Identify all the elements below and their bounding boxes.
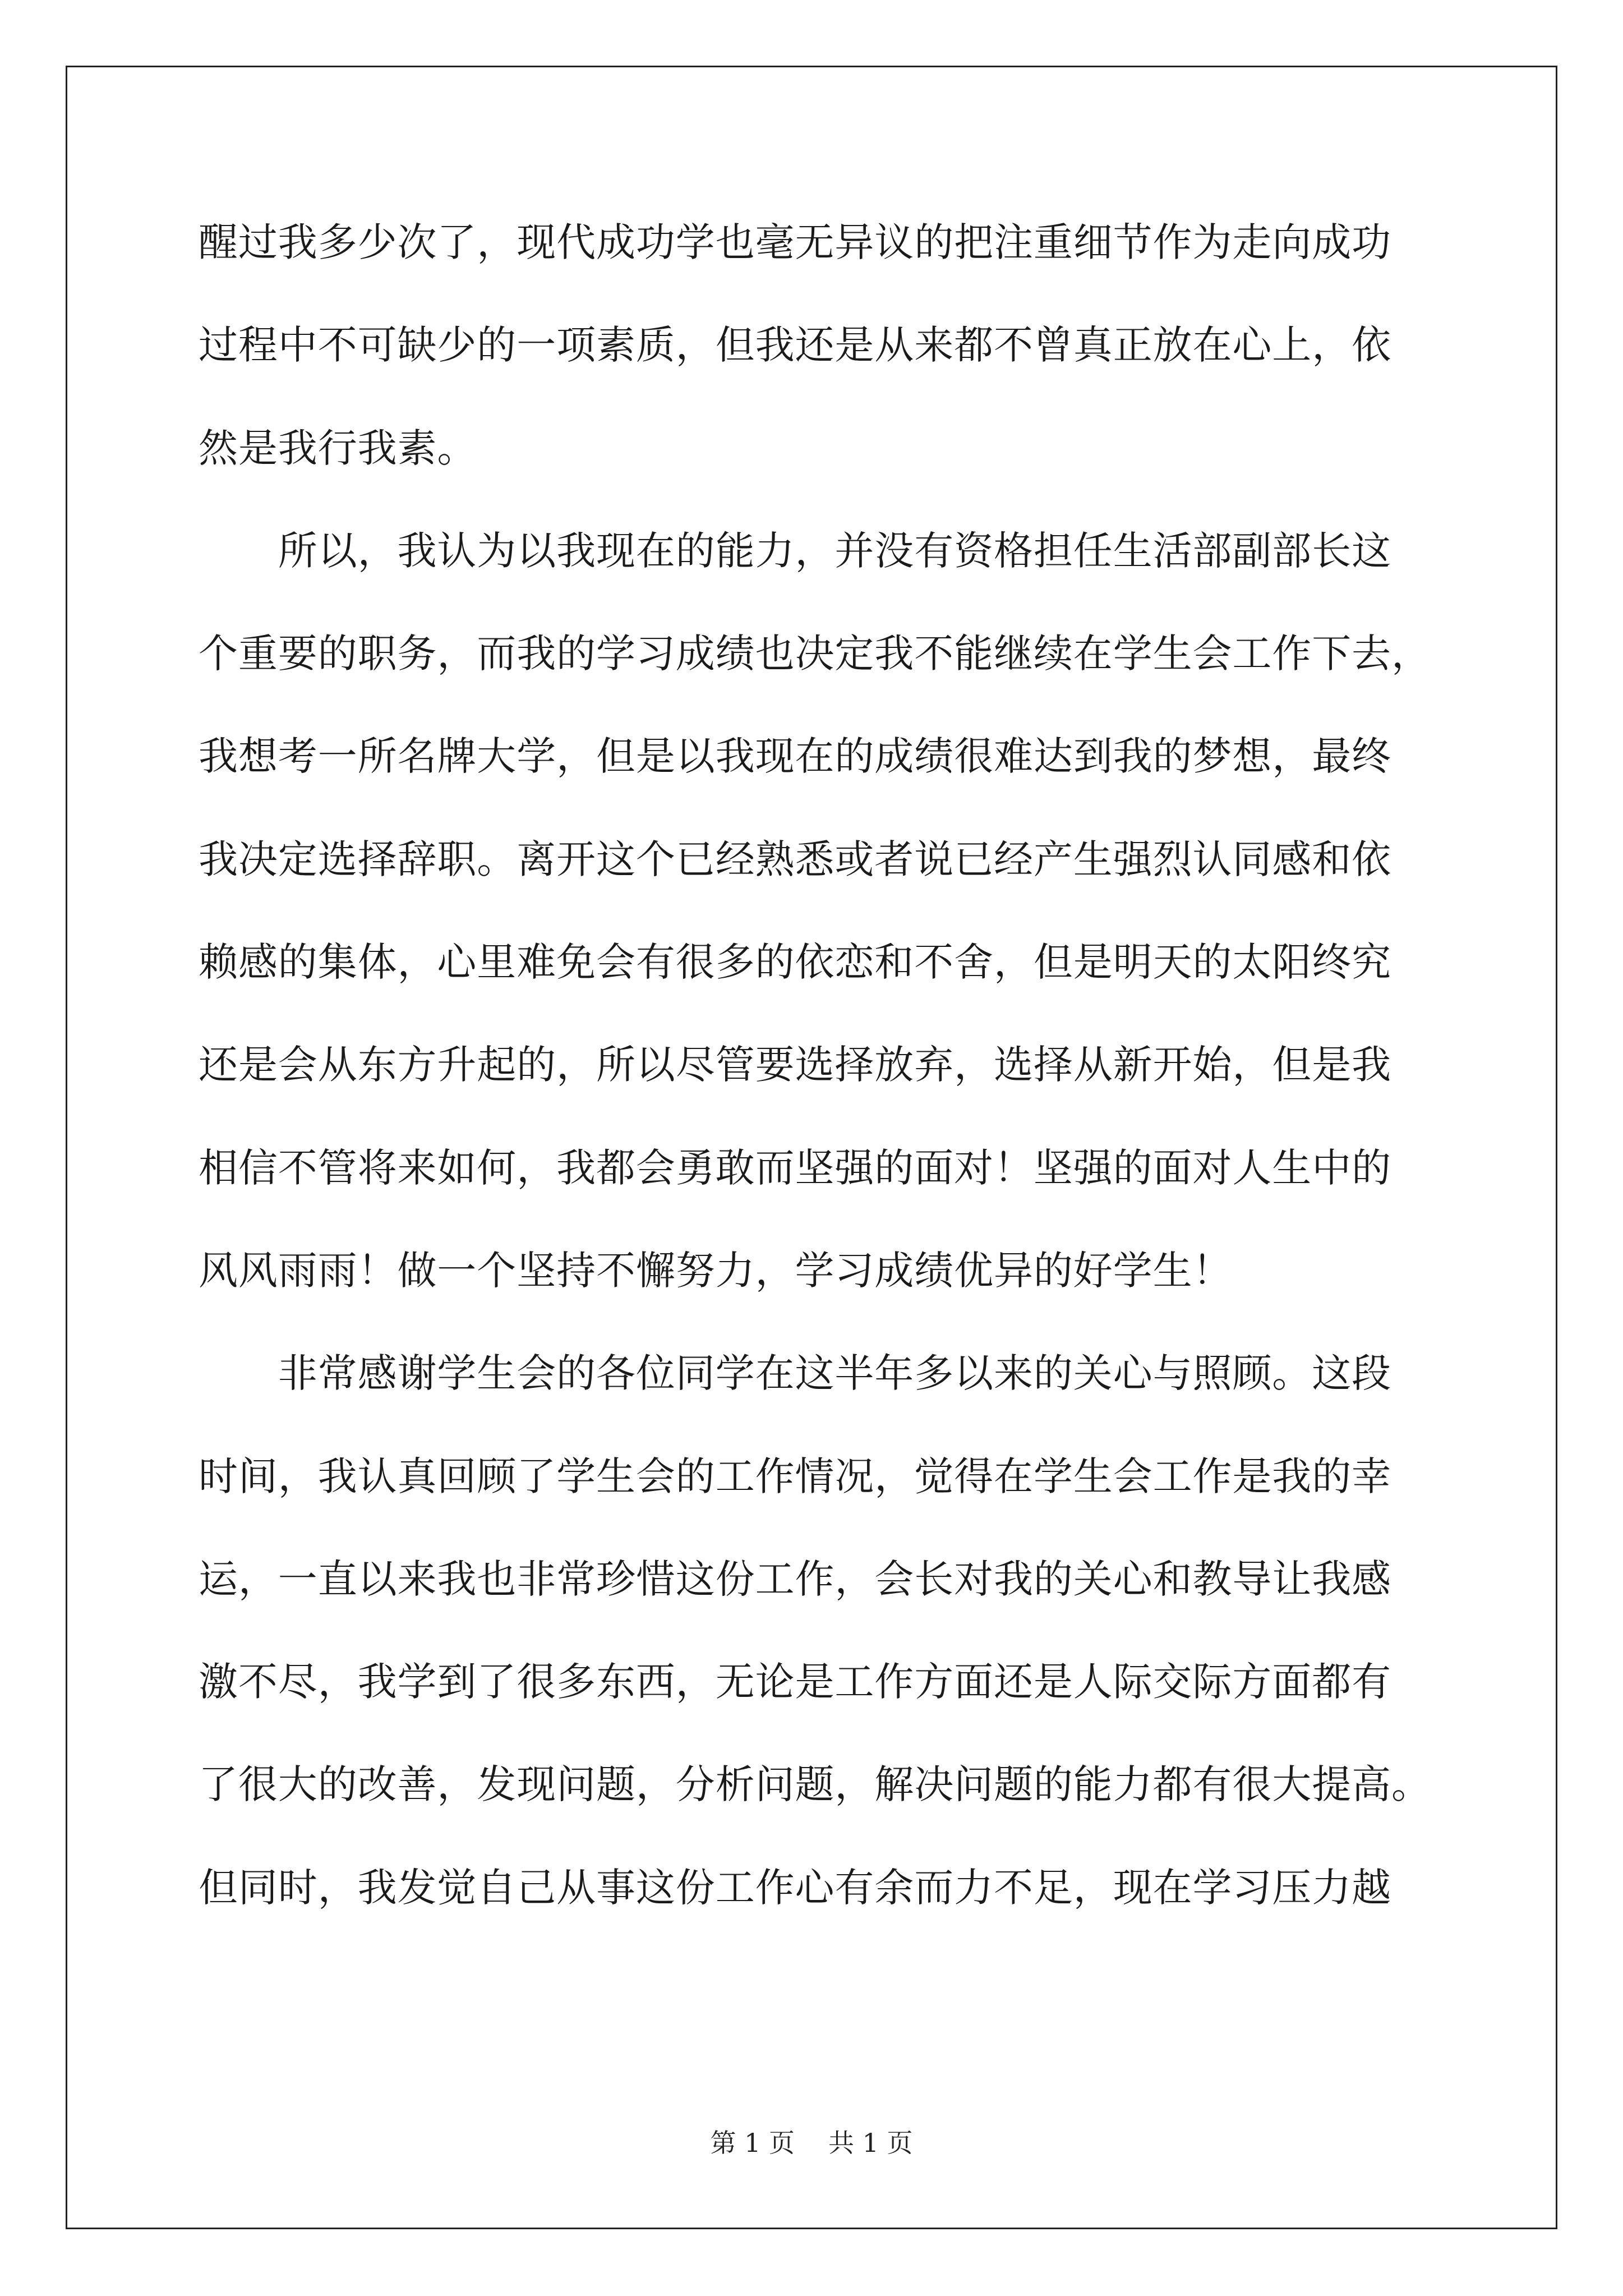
text-line: 但同时，我发觉自己从事这份工作心有余而力不足，现在学习压力越 bbox=[199, 1864, 1391, 1911]
text-line: 过程中不可缺少的一项素质，但我还是从来都不曾真正放在心上，依 bbox=[199, 322, 1391, 369]
text-line: 还是会从东方升起的，所以尽管要选择放弃，选择从新开始，但是我 bbox=[199, 1042, 1391, 1088]
text-line: 运，一直以来我也非常珍惜这份工作，会长对我的关心和教导让我感 bbox=[199, 1556, 1391, 1602]
document-body bbox=[199, 209, 1432, 1957]
page-number: 第 1 页 bbox=[710, 2128, 795, 2158]
text-line: 了很大的改善，发现问题，分析问题，解决问题的能力都有很大提高。 bbox=[199, 1761, 1431, 1808]
text-line: 所以，我认为以我现在的能力，并没有资格担任生活部副部长这 bbox=[199, 527, 1391, 574]
text-line: 非常感谢学生会的各位同学在这半年多以来的关心与照顾。这段 bbox=[199, 1350, 1391, 1397]
text-line: 醒过我多少次了，现代成功学也毫无异议的把注重细节作为走向成功 bbox=[199, 219, 1391, 265]
page-footer bbox=[0, 2126, 1623, 2160]
text-line: 相信不管将来如何，我都会勇敢而坚强的面对！坚强的面对人生中的 bbox=[199, 1144, 1391, 1191]
text-line: 我想考一所名牌大学，但是以我现在的成绩很难达到我的梦想，最终 bbox=[199, 733, 1391, 780]
text-line: 我决定选择辞职。离开这个已经熟悉或者说已经产生强烈认同感和依 bbox=[199, 836, 1391, 882]
text-line: 激不尽，我学到了很多东西，无论是工作方面还是人际交际方面都有 bbox=[199, 1659, 1391, 1705]
text-line: 然是我行我素。 bbox=[199, 425, 477, 471]
page-total: 共 1 页 bbox=[828, 2128, 913, 2158]
text-line: 个重要的职务，而我的学习成绩也决定我不能继续在学生会工作下去， bbox=[199, 631, 1431, 677]
text-line: 赖感的集体，心里难免会有很多的依恋和不舍，但是明天的太阳终究 bbox=[199, 939, 1391, 986]
text-line: 风风雨雨！做一个坚持不懈努力，学习成绩优异的好学生！ bbox=[199, 1247, 1233, 1294]
text-line: 时间，我认真回顾了学生会的工作情况，觉得在学生会工作是我的幸 bbox=[199, 1453, 1391, 1499]
